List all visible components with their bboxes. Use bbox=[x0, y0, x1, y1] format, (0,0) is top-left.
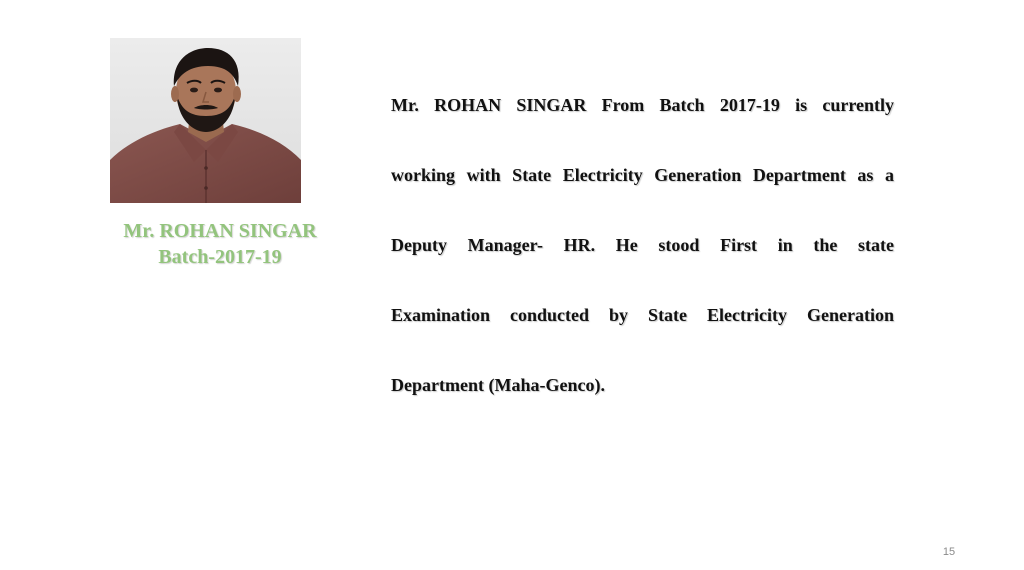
slide-page-number: 15 bbox=[942, 546, 956, 558]
description-line: Examination conducted by State Electricity Generation bbox=[391, 305, 894, 325]
profile-name: Mr. ROHAN SINGAR bbox=[123, 220, 317, 242]
profile-caption bbox=[100, 218, 340, 270]
profile-batch: Batch-2017-19 bbox=[158, 246, 282, 268]
description-line: Mr. ROHAN SINGAR From Batch 2017-19 is currently bbox=[391, 95, 894, 115]
person-portrait-image bbox=[110, 38, 301, 203]
description-line: Deputy Manager- HR. He stood First in the state bbox=[391, 235, 894, 255]
profile-photo bbox=[110, 38, 301, 203]
description-line: working with State Electricity Generation Department as a bbox=[391, 165, 894, 185]
profile-description bbox=[391, 70, 894, 420]
description-line: Department (Maha-Genco). bbox=[391, 375, 605, 395]
